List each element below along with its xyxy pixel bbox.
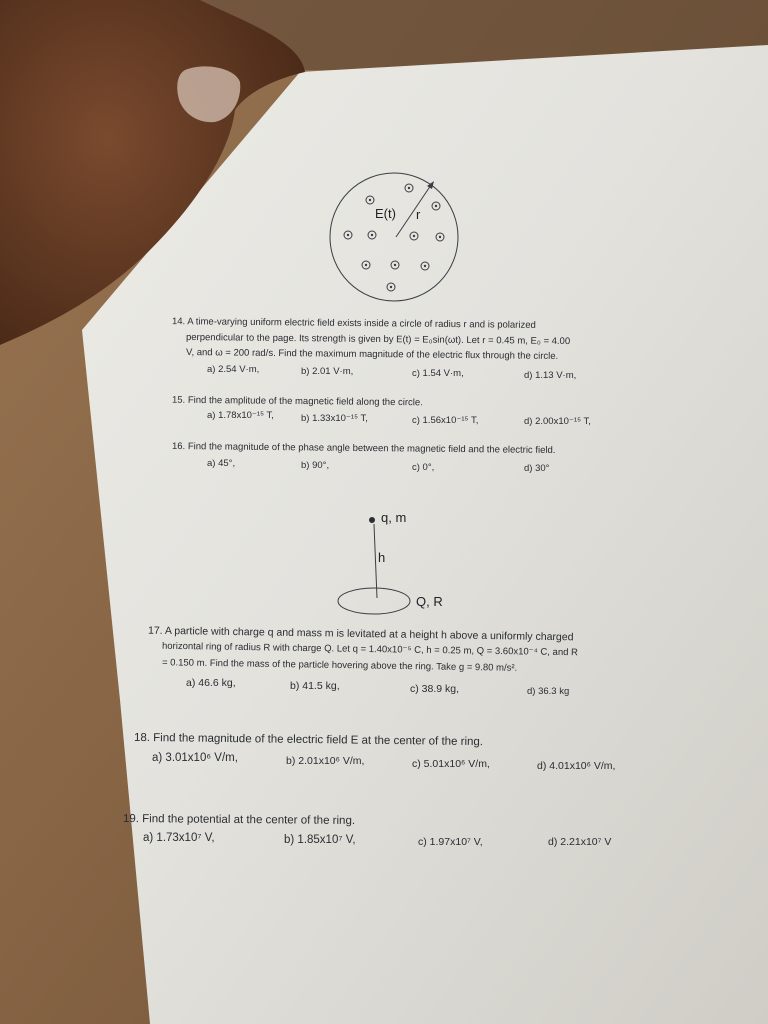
- height-label: h: [378, 550, 386, 565]
- q15-option-a: a) 1.78x10⁻¹⁵ T,: [207, 410, 274, 421]
- q14-option-c: c) 1.54 V·m,: [412, 368, 464, 379]
- q18-option-c: c) 5.01x10⁶ V/m,: [412, 758, 490, 770]
- q17-option-a: a) 46.6 kg,: [186, 677, 236, 689]
- q18-line1: 18. Find the magnitude of the electric field E at the center of the ring.: [133, 731, 484, 749]
- q15-option-d: d) 2.00x10⁻¹⁵ T,: [524, 416, 591, 427]
- q14-option-b: b) 2.01 V·m,: [301, 366, 354, 377]
- q14-option-a: a) 2.54 V·m,: [207, 364, 260, 375]
- field-label: E(t): [375, 206, 396, 221]
- q16-line1: 16. Find the magnitude of the phase angle between the magnetic field and the electric field.: [171, 440, 556, 457]
- q17-option-c: c) 38.9 kg,: [410, 683, 460, 695]
- q18-option-a: a) 3.01x10⁶ V/m,: [152, 752, 238, 764]
- q16-option-b: b) 90°,: [301, 460, 330, 471]
- radius-label: r: [416, 207, 421, 222]
- q17-line2: horizontal ring of radius R with charge Q. Let q = 1.40x10⁻⁵ C, h = 0.25 m, Q = 3.60x10⁻⁴ C, and R: [161, 640, 579, 659]
- q17-option-b: b) 41.5 kg,: [290, 680, 340, 692]
- particle-label: q, m: [381, 510, 407, 525]
- q14-line2: perpendicular to the page. Its strength is given by E(t) = E₀sin(ωt). Let r = 0.45 m, E₀ = 4.00: [185, 331, 571, 348]
- q19-line1: 19. Find the potential at the center of the ring.: [122, 812, 356, 828]
- q16-option-d: d) 30°: [524, 463, 550, 474]
- ring-label: Q, R: [416, 594, 443, 609]
- q18-option-b: b) 2.01x10⁶ V/m,: [286, 755, 365, 767]
- q14-line1: 14. A time-varying uniform electric field exists inside a circle of radius r and is polarized: [171, 316, 536, 331]
- q15-option-b: b) 1.33x10⁻¹⁵ T,: [301, 413, 368, 424]
- q18-option-d: d) 4.01x10⁶ V/m,: [537, 760, 616, 772]
- q17-option-d: d) 36.3 kg: [527, 686, 570, 697]
- q19-option-a: a) 1.73x10⁷ V,: [143, 832, 215, 844]
- q17-line1: 17. A particle with charge q and mass m is levitated at a height h above a uniformly charged: [147, 624, 574, 644]
- q14-option-d: d) 1.13 V·m,: [524, 370, 577, 381]
- q15-option-c: c) 1.56x10⁻¹⁵ T,: [412, 415, 479, 426]
- q16-option-a: a) 45°,: [207, 458, 236, 469]
- q19-option-b: b) 1.85x10⁷ V,: [284, 834, 356, 846]
- q19-option-c: c) 1.97x10⁷ V,: [418, 836, 483, 848]
- q16-option-c: c) 0°,: [412, 462, 435, 473]
- q19-option-d: d) 2.21x10⁷ V: [548, 836, 612, 848]
- q14-line3: V, and ω = 200 rad/s. Find the maximum magnitude of the electric flux through the circle.: [185, 347, 559, 362]
- q17-line3: = 0.150 m. Find the mass of the particle hovering above the ring. Take g = 9.80 m/s².: [161, 657, 518, 674]
- q15-line1: 15. Find the amplitude of the magnetic field along the circle.: [171, 394, 423, 409]
